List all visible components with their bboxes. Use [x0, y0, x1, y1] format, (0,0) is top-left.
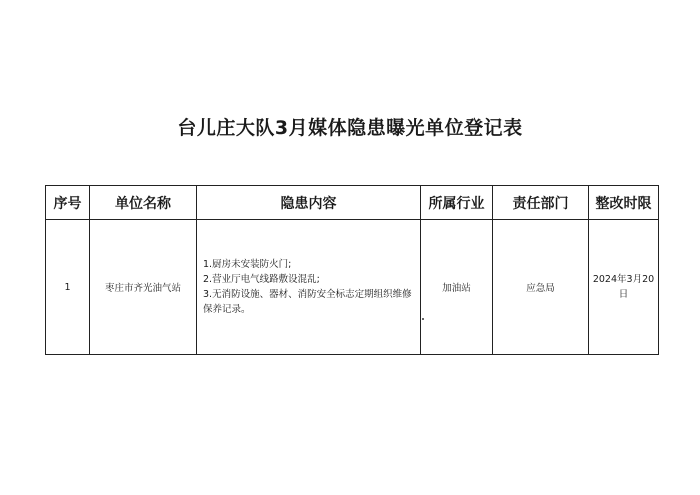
table-row — [46, 220, 659, 355]
column-header-unit-name: 单位名称 — [90, 186, 197, 220]
cell-department: 应急局 — [493, 220, 589, 355]
scan-speck — [422, 318, 424, 320]
hazard-item: 2.营业厅电气线路敷设混乱; — [203, 274, 320, 285]
cell-hazards — [197, 220, 421, 355]
table-header-row — [46, 186, 659, 220]
deadline-text: 2024年3月20日 — [592, 274, 655, 300]
hazard-item: 1.厨房未安装防火门; — [203, 259, 292, 270]
page-title: 台儿庄大队3月媒体隐患曝光单位登记表 — [177, 117, 523, 139]
cell-unit-name: 枣庄市齐光油气站 — [90, 220, 197, 355]
cell-seq: 1 — [46, 220, 90, 355]
cell-deadline — [589, 220, 659, 355]
column-header-deadline: 整改时限 — [589, 186, 659, 220]
column-header-hazards: 隐患内容 — [197, 186, 421, 220]
column-header-industry: 所属行业 — [421, 186, 493, 220]
hazard-item: 3.无消防设施、器材、消防安全标志定期组织维修保养记录。 — [203, 289, 412, 315]
hazard-list — [203, 257, 412, 317]
column-header-department: 责任部门 — [493, 186, 589, 220]
cell-industry: 加油站 — [421, 220, 493, 355]
hazard-register-table — [45, 185, 659, 355]
column-header-seq: 序号 — [46, 186, 90, 220]
